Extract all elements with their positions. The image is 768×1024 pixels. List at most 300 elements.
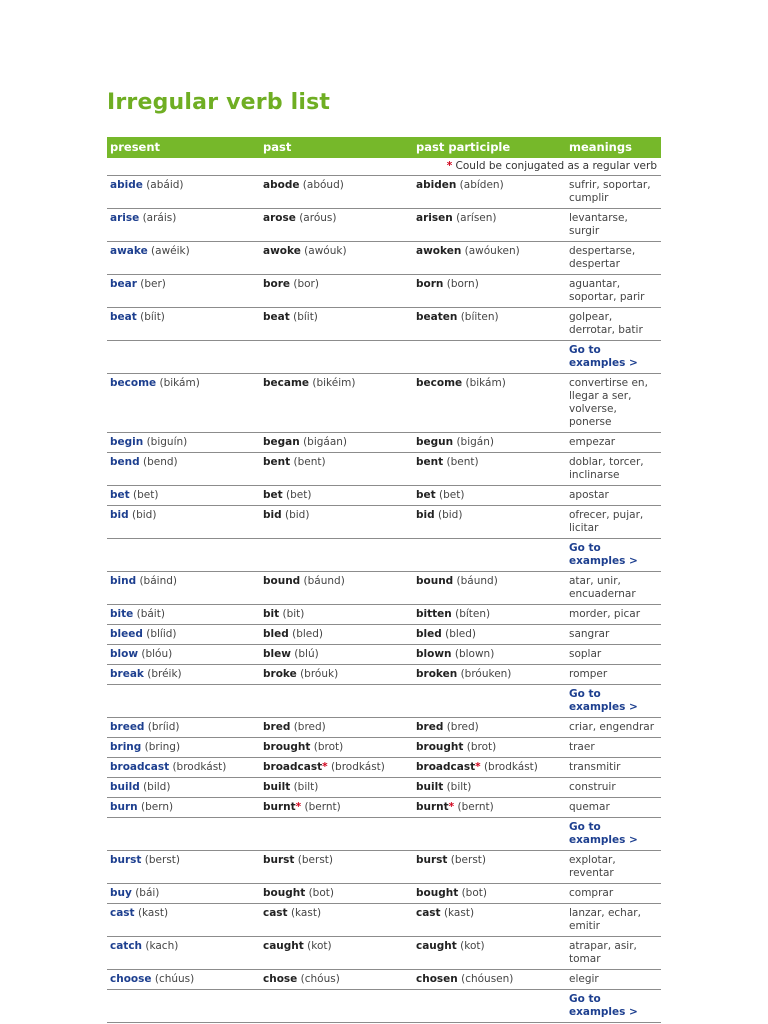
- note-text: Could be conjugated as a regular verb: [455, 160, 657, 172]
- pronunciation: (bíten): [455, 608, 491, 620]
- participle-cell: [413, 904, 566, 937]
- past-verb: blew: [263, 648, 291, 660]
- pronunciation: (kot): [307, 940, 332, 952]
- participle-verb: broken: [416, 668, 458, 680]
- present-cell: [107, 209, 260, 242]
- pronunciation: (bit): [282, 608, 305, 620]
- pronunciation: (abáid): [146, 179, 184, 191]
- past-verb: built: [263, 781, 291, 793]
- meaning-cell: ofrecer, pujar, licitar: [566, 506, 661, 539]
- verb-table-body: [107, 158, 661, 1023]
- examples-spacer: [413, 990, 566, 1023]
- pronunciation: (brodkást): [483, 761, 538, 773]
- pronunciation: (bríid): [147, 721, 180, 733]
- pronunciation: (chóus): [300, 973, 340, 985]
- past-verb: brought: [263, 741, 311, 753]
- examples-spacer: [107, 990, 260, 1023]
- pronunciation: (bernt): [304, 801, 341, 813]
- past-cell: [260, 851, 413, 884]
- present-cell: [107, 453, 260, 486]
- regular-note-row: [107, 158, 661, 176]
- pronunciation: (bled): [445, 628, 477, 640]
- verb-row: [107, 904, 661, 937]
- participle-cell: [413, 176, 566, 209]
- past-cell: [260, 798, 413, 818]
- pronunciation: (berst): [450, 854, 487, 866]
- meaning-cell: explotar, reventar: [566, 851, 661, 884]
- past-cell: [260, 665, 413, 685]
- verb-row: [107, 275, 661, 308]
- present-verb: bid: [110, 509, 129, 521]
- participle-cell: [413, 645, 566, 665]
- present-cell: [107, 718, 260, 738]
- examples-spacer: [107, 539, 260, 572]
- past-verb: beat: [263, 311, 290, 323]
- pronunciation: (bild): [143, 781, 171, 793]
- meaning-cell: atrapar, asir, tomar: [566, 937, 661, 970]
- present-verb: bet: [110, 489, 130, 501]
- participle-verb: abiden: [416, 179, 457, 191]
- present-cell: [107, 778, 260, 798]
- past-cell: [260, 645, 413, 665]
- examples-row: [107, 990, 661, 1023]
- present-verb: arise: [110, 212, 140, 224]
- verb-row: [107, 758, 661, 778]
- pronunciation: (ber): [140, 278, 166, 290]
- participle-cell: [413, 486, 566, 506]
- pronunciation: (awóuken): [464, 245, 520, 257]
- pronunciation: (bend): [142, 456, 178, 468]
- pronunciation: (bróuk): [300, 668, 339, 680]
- present-verb: catch: [110, 940, 143, 952]
- participle-cell: [413, 758, 566, 778]
- present-cell: [107, 176, 260, 209]
- past-cell: [260, 605, 413, 625]
- pronunciation: (bigán): [456, 436, 494, 448]
- past-cell: [260, 275, 413, 308]
- past-cell: [260, 433, 413, 453]
- pronunciation: (kast): [137, 907, 169, 919]
- past-verb: burst: [263, 854, 295, 866]
- examples-spacer: [107, 341, 260, 374]
- pronunciation: (awéik): [151, 245, 190, 257]
- verb-row: [107, 970, 661, 990]
- past-verb: cast: [263, 907, 288, 919]
- pronunciation: (bent): [446, 456, 479, 468]
- pronunciation: (bikám): [159, 377, 200, 389]
- meaning-cell: aguantar, soportar, parir: [566, 275, 661, 308]
- meaning-cell: convertirse en, llegar a ser, volverse, ponerse: [566, 374, 661, 433]
- present-cell: [107, 937, 260, 970]
- present-cell: [107, 605, 260, 625]
- pronunciation: (bent): [293, 456, 326, 468]
- participle-verb: born: [416, 278, 444, 290]
- verb-row: [107, 738, 661, 758]
- meaning-cell: lanzar, echar, emitir: [566, 904, 661, 937]
- past-verb: began: [263, 436, 300, 448]
- meaning-cell: morder, picar: [566, 605, 661, 625]
- verb-row: [107, 778, 661, 798]
- go-to-examples-link[interactable]: Go to examples >: [569, 344, 638, 369]
- header-meanings: meanings: [566, 137, 661, 158]
- verb-row: [107, 798, 661, 818]
- past-verb: broadcast: [263, 761, 323, 773]
- participle-verb: caught: [416, 940, 457, 952]
- present-verb: bind: [110, 575, 137, 587]
- present-verb: bring: [110, 741, 142, 753]
- participle-verb: built: [416, 781, 444, 793]
- present-cell: [107, 970, 260, 990]
- participle-cell: [413, 506, 566, 539]
- pronunciation: (bíit): [293, 311, 318, 323]
- verb-row: [107, 374, 661, 433]
- participle-cell: [413, 665, 566, 685]
- participle-cell: [413, 884, 566, 904]
- present-cell: [107, 851, 260, 884]
- past-verb: bled: [263, 628, 289, 640]
- pronunciation: (bróuken): [460, 668, 512, 680]
- present-cell: [107, 798, 260, 818]
- present-cell: [107, 308, 260, 341]
- participle-verb: arisen: [416, 212, 453, 224]
- past-cell: [260, 937, 413, 970]
- examples-spacer: [260, 685, 413, 718]
- examples-spacer: [413, 539, 566, 572]
- verb-row: [107, 506, 661, 539]
- participle-cell: [413, 275, 566, 308]
- past-cell: [260, 486, 413, 506]
- meaning-cell: construir: [566, 778, 661, 798]
- participle-verb: brought: [416, 741, 464, 753]
- pronunciation: (bikám): [465, 377, 506, 389]
- past-cell: [260, 758, 413, 778]
- past-verb: bid: [263, 509, 282, 521]
- pronunciation: (brodkást): [330, 761, 385, 773]
- participle-verb: burst: [416, 854, 448, 866]
- meaning-cell: golpear, derrotar, batir: [566, 308, 661, 341]
- pronunciation: (báund): [456, 575, 498, 587]
- present-verb: begin: [110, 436, 144, 448]
- present-verb: awake: [110, 245, 148, 257]
- pronunciation: (berst): [144, 854, 181, 866]
- participle-verb: bitten: [416, 608, 452, 620]
- past-cell: [260, 884, 413, 904]
- present-verb: broadcast: [110, 761, 170, 773]
- past-verb: broke: [263, 668, 297, 680]
- past-cell: [260, 506, 413, 539]
- participle-verb: become: [416, 377, 463, 389]
- present-verb: breed: [110, 721, 145, 733]
- pronunciation: (bot): [461, 887, 487, 899]
- present-cell: [107, 374, 260, 433]
- participle-verb: cast: [416, 907, 441, 919]
- present-verb: beat: [110, 311, 137, 323]
- pronunciation: (bring): [144, 741, 181, 753]
- verb-row: [107, 718, 661, 738]
- pronunciation: (bot): [308, 887, 334, 899]
- verb-row: [107, 308, 661, 341]
- participle-verb: bent: [416, 456, 444, 468]
- present-cell: [107, 433, 260, 453]
- pronunciation: (aróus): [299, 212, 337, 224]
- pronunciation: (bid): [284, 509, 310, 521]
- go-to-examples-link[interactable]: Go to examples >: [569, 688, 638, 713]
- past-verb: bred: [263, 721, 291, 733]
- verb-row: [107, 625, 661, 645]
- pronunciation: (awóuk): [304, 245, 347, 257]
- participle-verb: bought: [416, 887, 459, 899]
- examples-cell: [566, 341, 661, 374]
- participle-verb: burnt: [416, 801, 449, 813]
- participle-verb: bound: [416, 575, 454, 587]
- page-title: Irregular verb list: [107, 90, 331, 115]
- present-verb: blow: [110, 648, 139, 660]
- pronunciation: (bernt): [457, 801, 494, 813]
- present-cell: [107, 625, 260, 645]
- participle-verb: blown: [416, 648, 452, 660]
- participle-cell: [413, 970, 566, 990]
- participle-cell: [413, 738, 566, 758]
- past-cell: [260, 625, 413, 645]
- past-cell: [260, 176, 413, 209]
- present-cell: [107, 758, 260, 778]
- meaning-cell: traer: [566, 738, 661, 758]
- verb-row: [107, 605, 661, 625]
- participle-cell: [413, 374, 566, 433]
- examples-spacer: [413, 341, 566, 374]
- pronunciation: (bor): [293, 278, 319, 290]
- meaning-cell: despertarse, despertar: [566, 242, 661, 275]
- pronunciation: (berst): [297, 854, 334, 866]
- participle-cell: [413, 778, 566, 798]
- past-cell: [260, 242, 413, 275]
- participle-cell: [413, 798, 566, 818]
- verb-row: [107, 453, 661, 486]
- pronunciation: (kast): [290, 907, 322, 919]
- verb-row: [107, 645, 661, 665]
- present-verb: bite: [110, 608, 134, 620]
- pronunciation: (blú): [294, 648, 319, 660]
- meaning-cell: soplar: [566, 645, 661, 665]
- go-to-examples-link[interactable]: Go to examples >: [569, 821, 638, 846]
- past-verb: bound: [263, 575, 301, 587]
- pronunciation: (bled): [292, 628, 324, 640]
- past-cell: [260, 970, 413, 990]
- past-verb: burnt: [263, 801, 296, 813]
- past-cell: [260, 904, 413, 937]
- present-verb: cast: [110, 907, 135, 919]
- examples-spacer: [413, 685, 566, 718]
- pronunciation: (kach): [145, 940, 179, 952]
- participle-cell: [413, 453, 566, 486]
- past-cell: [260, 738, 413, 758]
- pronunciation: (blóu): [141, 648, 173, 660]
- pronunciation: (bid): [437, 509, 463, 521]
- examples-cell: [566, 685, 661, 718]
- pronunciation: (bikéim): [312, 377, 356, 389]
- examples-spacer: [107, 818, 260, 851]
- present-cell: [107, 486, 260, 506]
- meaning-cell: elegir: [566, 970, 661, 990]
- participle-verb: bled: [416, 628, 442, 640]
- present-verb: buy: [110, 887, 132, 899]
- meaning-cell: criar, engendrar: [566, 718, 661, 738]
- pronunciation: (bilt): [446, 781, 472, 793]
- pronunciation: (bet): [439, 489, 465, 501]
- meaning-cell: sangrar: [566, 625, 661, 645]
- pronunciation: (báund): [303, 575, 345, 587]
- pronunciation: (born): [446, 278, 479, 290]
- pronunciation: (biguín): [146, 436, 188, 448]
- pronunciation: (bigáan): [303, 436, 348, 448]
- past-verb: bore: [263, 278, 291, 290]
- examples-row: [107, 818, 661, 851]
- examples-spacer: [260, 990, 413, 1023]
- participle-verb: bred: [416, 721, 444, 733]
- examples-row: [107, 539, 661, 572]
- past-verb: bit: [263, 608, 280, 620]
- pronunciation: (abíden): [459, 179, 504, 191]
- present-verb: abide: [110, 179, 143, 191]
- examples-spacer: [260, 818, 413, 851]
- participle-cell: [413, 572, 566, 605]
- participle-verb: begun: [416, 436, 454, 448]
- past-verb: bought: [263, 887, 306, 899]
- pronunciation: (bet): [133, 489, 159, 501]
- verb-row: [107, 176, 661, 209]
- present-verb: burn: [110, 801, 138, 813]
- meaning-cell: romper: [566, 665, 661, 685]
- present-verb: bleed: [110, 628, 143, 640]
- pronunciation: (bet): [286, 489, 312, 501]
- participle-verb: awoken: [416, 245, 462, 257]
- past-cell: [260, 453, 413, 486]
- examples-spacer: [413, 818, 566, 851]
- present-verb: choose: [110, 973, 152, 985]
- present-verb: build: [110, 781, 140, 793]
- pronunciation: (aráis): [142, 212, 177, 224]
- meaning-cell: comprar: [566, 884, 661, 904]
- verb-row: [107, 486, 661, 506]
- pronunciation: (blíid): [146, 628, 177, 640]
- meaning-cell: levantarse, surgir: [566, 209, 661, 242]
- regular-star: *: [448, 801, 455, 813]
- examples-spacer: [260, 539, 413, 572]
- participle-cell: [413, 718, 566, 738]
- pronunciation: (bilt): [293, 781, 319, 793]
- participle-verb: chosen: [416, 973, 458, 985]
- past-cell: [260, 572, 413, 605]
- examples-row: [107, 685, 661, 718]
- pronunciation: (arísen): [456, 212, 497, 224]
- examples-cell: [566, 990, 661, 1023]
- past-verb: abode: [263, 179, 300, 191]
- header-present: present: [107, 137, 260, 158]
- pronunciation: (bíiten): [460, 311, 499, 323]
- pronunciation: (abóud): [302, 179, 344, 191]
- pronunciation: (blown): [454, 648, 495, 660]
- pronunciation: (báind): [139, 575, 177, 587]
- meaning-cell: sufrir, soportar, cumplir: [566, 176, 661, 209]
- pronunciation: (brot): [466, 741, 497, 753]
- meaning-cell: apostar: [566, 486, 661, 506]
- pronunciation: (brot): [313, 741, 344, 753]
- participle-cell: [413, 433, 566, 453]
- go-to-examples-link[interactable]: Go to examples >: [569, 542, 638, 567]
- present-cell: [107, 904, 260, 937]
- past-verb: awoke: [263, 245, 301, 257]
- pronunciation: (bred): [446, 721, 479, 733]
- participle-verb: beaten: [416, 311, 458, 323]
- go-to-examples-link[interactable]: Go to examples >: [569, 993, 638, 1018]
- present-cell: [107, 738, 260, 758]
- meaning-cell: atar, unir, encuadernar: [566, 572, 661, 605]
- present-verb: burst: [110, 854, 142, 866]
- meaning-cell: empezar: [566, 433, 661, 453]
- participle-verb: bid: [416, 509, 435, 521]
- examples-row: [107, 341, 661, 374]
- present-verb: bear: [110, 278, 137, 290]
- verb-row: [107, 209, 661, 242]
- present-cell: [107, 572, 260, 605]
- pronunciation: (kast): [443, 907, 475, 919]
- past-verb: arose: [263, 212, 296, 224]
- present-cell: [107, 506, 260, 539]
- verb-row: [107, 937, 661, 970]
- pronunciation: (bái): [135, 887, 160, 899]
- pronunciation: (bid): [131, 509, 157, 521]
- participle-verb: broadcast: [416, 761, 476, 773]
- verb-row: [107, 242, 661, 275]
- verb-row: [107, 884, 661, 904]
- header-past: past: [260, 137, 413, 158]
- past-verb: bent: [263, 456, 291, 468]
- pronunciation: (chóusen): [461, 973, 514, 985]
- participle-cell: [413, 242, 566, 275]
- note-star: *: [446, 160, 453, 172]
- meaning-cell: transmitir: [566, 758, 661, 778]
- regular-star: *: [295, 801, 302, 813]
- header-row: [107, 137, 661, 158]
- verb-row: [107, 851, 661, 884]
- present-cell: [107, 665, 260, 685]
- present-cell: [107, 884, 260, 904]
- present-verb: break: [110, 668, 144, 680]
- verb-row: [107, 572, 661, 605]
- examples-cell: [566, 818, 661, 851]
- past-verb: chose: [263, 973, 298, 985]
- meaning-cell: doblar, torcer, inclinarse: [566, 453, 661, 486]
- pronunciation: (chúus): [154, 973, 195, 985]
- past-cell: [260, 718, 413, 738]
- past-cell: [260, 308, 413, 341]
- participle-cell: [413, 937, 566, 970]
- pronunciation: (kot): [460, 940, 485, 952]
- verb-row: [107, 433, 661, 453]
- participle-cell: [413, 605, 566, 625]
- past-verb: became: [263, 377, 310, 389]
- past-cell: [260, 374, 413, 433]
- past-cell: [260, 778, 413, 798]
- present-cell: [107, 275, 260, 308]
- regular-star: *: [475, 761, 481, 773]
- meaning-cell: quemar: [566, 798, 661, 818]
- pronunciation: (bréik): [147, 668, 182, 680]
- participle-verb: bet: [416, 489, 436, 501]
- participle-cell: [413, 308, 566, 341]
- pronunciation: (bern): [141, 801, 174, 813]
- pronunciation: (báit): [136, 608, 165, 620]
